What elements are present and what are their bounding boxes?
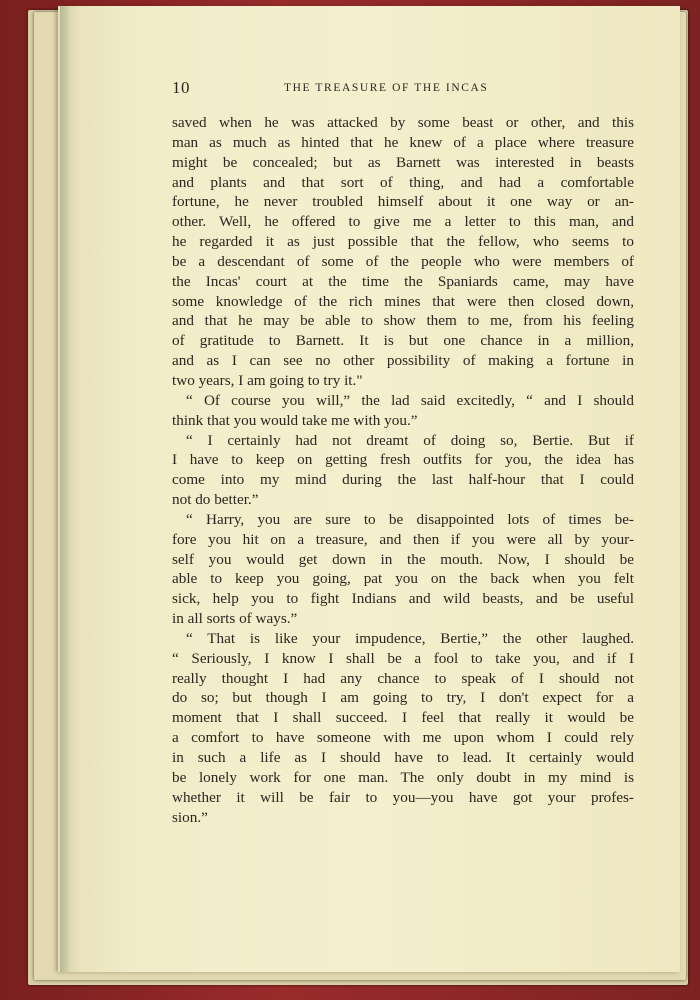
text-line: self you would get down in the mouth. Now, I should be [172, 550, 634, 568]
text-line: man as much as hinted that he knew of a place where treasure [172, 133, 634, 151]
text-line: some knowledge of the rich mines that were then closed down, [172, 292, 634, 310]
text-line: the Incas' court at the time the Spaniards came, may have [172, 272, 634, 290]
page-number: 10 [172, 78, 190, 97]
running-title: THE TREASURE OF THE INCAS [284, 82, 489, 94]
text-line: “ I certainly had not dreamt of doing so, Bertie. But if [186, 431, 634, 449]
text-line: moment that I shall succeed. I feel that really it would be [172, 709, 634, 727]
page-gutter [60, 6, 78, 972]
text-line: “ That is like your impudence, Bertie,” the other laughed. [186, 629, 634, 647]
text-line: “ Seriously, I know I shall be a fool to take you, and if I [172, 649, 634, 667]
text-line: other. Well, he offered to give me a letter to this man, and [172, 213, 634, 231]
text-line: whether it will be fair to you—you have got your profes- [172, 788, 634, 806]
text-line: able to keep you going, pat you on the back when you felt [172, 570, 634, 588]
text-line: might be concealed; but as Barnett was interested in beasts [172, 153, 634, 171]
text-line: fortune, he never troubled himself about it one way or an- [172, 193, 634, 211]
text-line: in all sorts of ways.” [172, 610, 298, 628]
text-line: he regarded it as just possible that the fellow, who seems to [172, 233, 634, 251]
text-line: really thought I had any chance to speak of I should not [172, 669, 634, 687]
body-text [172, 113, 634, 827]
text-line: a comfort to have someone with me upon whom I could rely [172, 729, 634, 747]
page-header [172, 78, 632, 102]
text-line: fore you hit on a treasure, and then if you were all by your- [172, 530, 634, 548]
text-line: saved when he was attacked by some beast or other, and this [172, 114, 634, 131]
text-line: sick, help you to fight Indians and wild beasts, and be useful [172, 590, 634, 608]
text-line: be lonely work for one man. The only doubt in my mind is [172, 768, 634, 786]
text-line: do so; but though I am going to try, I don't expect for a [172, 689, 634, 707]
text-line: think that you would take me with you.” [172, 411, 418, 429]
text-line: “ Harry, you are sure to be disappointed lots of times be- [186, 510, 634, 528]
text-line: sion.” [172, 808, 208, 826]
text-line: and as I can see no other possibility of making a fortune in [172, 352, 634, 370]
text-line: not do better.” [172, 491, 259, 509]
text-line: “ Of course you will,” the lad said excitedly, “ and I should [186, 391, 634, 409]
text-line: in such a life as I should have to lead. It certainly would [172, 749, 634, 766]
text-line: be a descendant of some of the people who were members of [172, 252, 634, 270]
text-line: and that he may be able to show them to me, from his feeling [172, 312, 634, 330]
text-line: I have to keep on getting fresh outfits for you, the idea has [172, 451, 634, 469]
text-line: of gratitude to Barnett. It is but one chance in a million, [172, 332, 634, 350]
text-line: two years, I am going to try it." [172, 371, 363, 389]
text-line: come into my mind during the last half-hour that I could [172, 471, 634, 489]
text-line: and plants and that sort of thing, and had a comfortable [172, 173, 634, 191]
